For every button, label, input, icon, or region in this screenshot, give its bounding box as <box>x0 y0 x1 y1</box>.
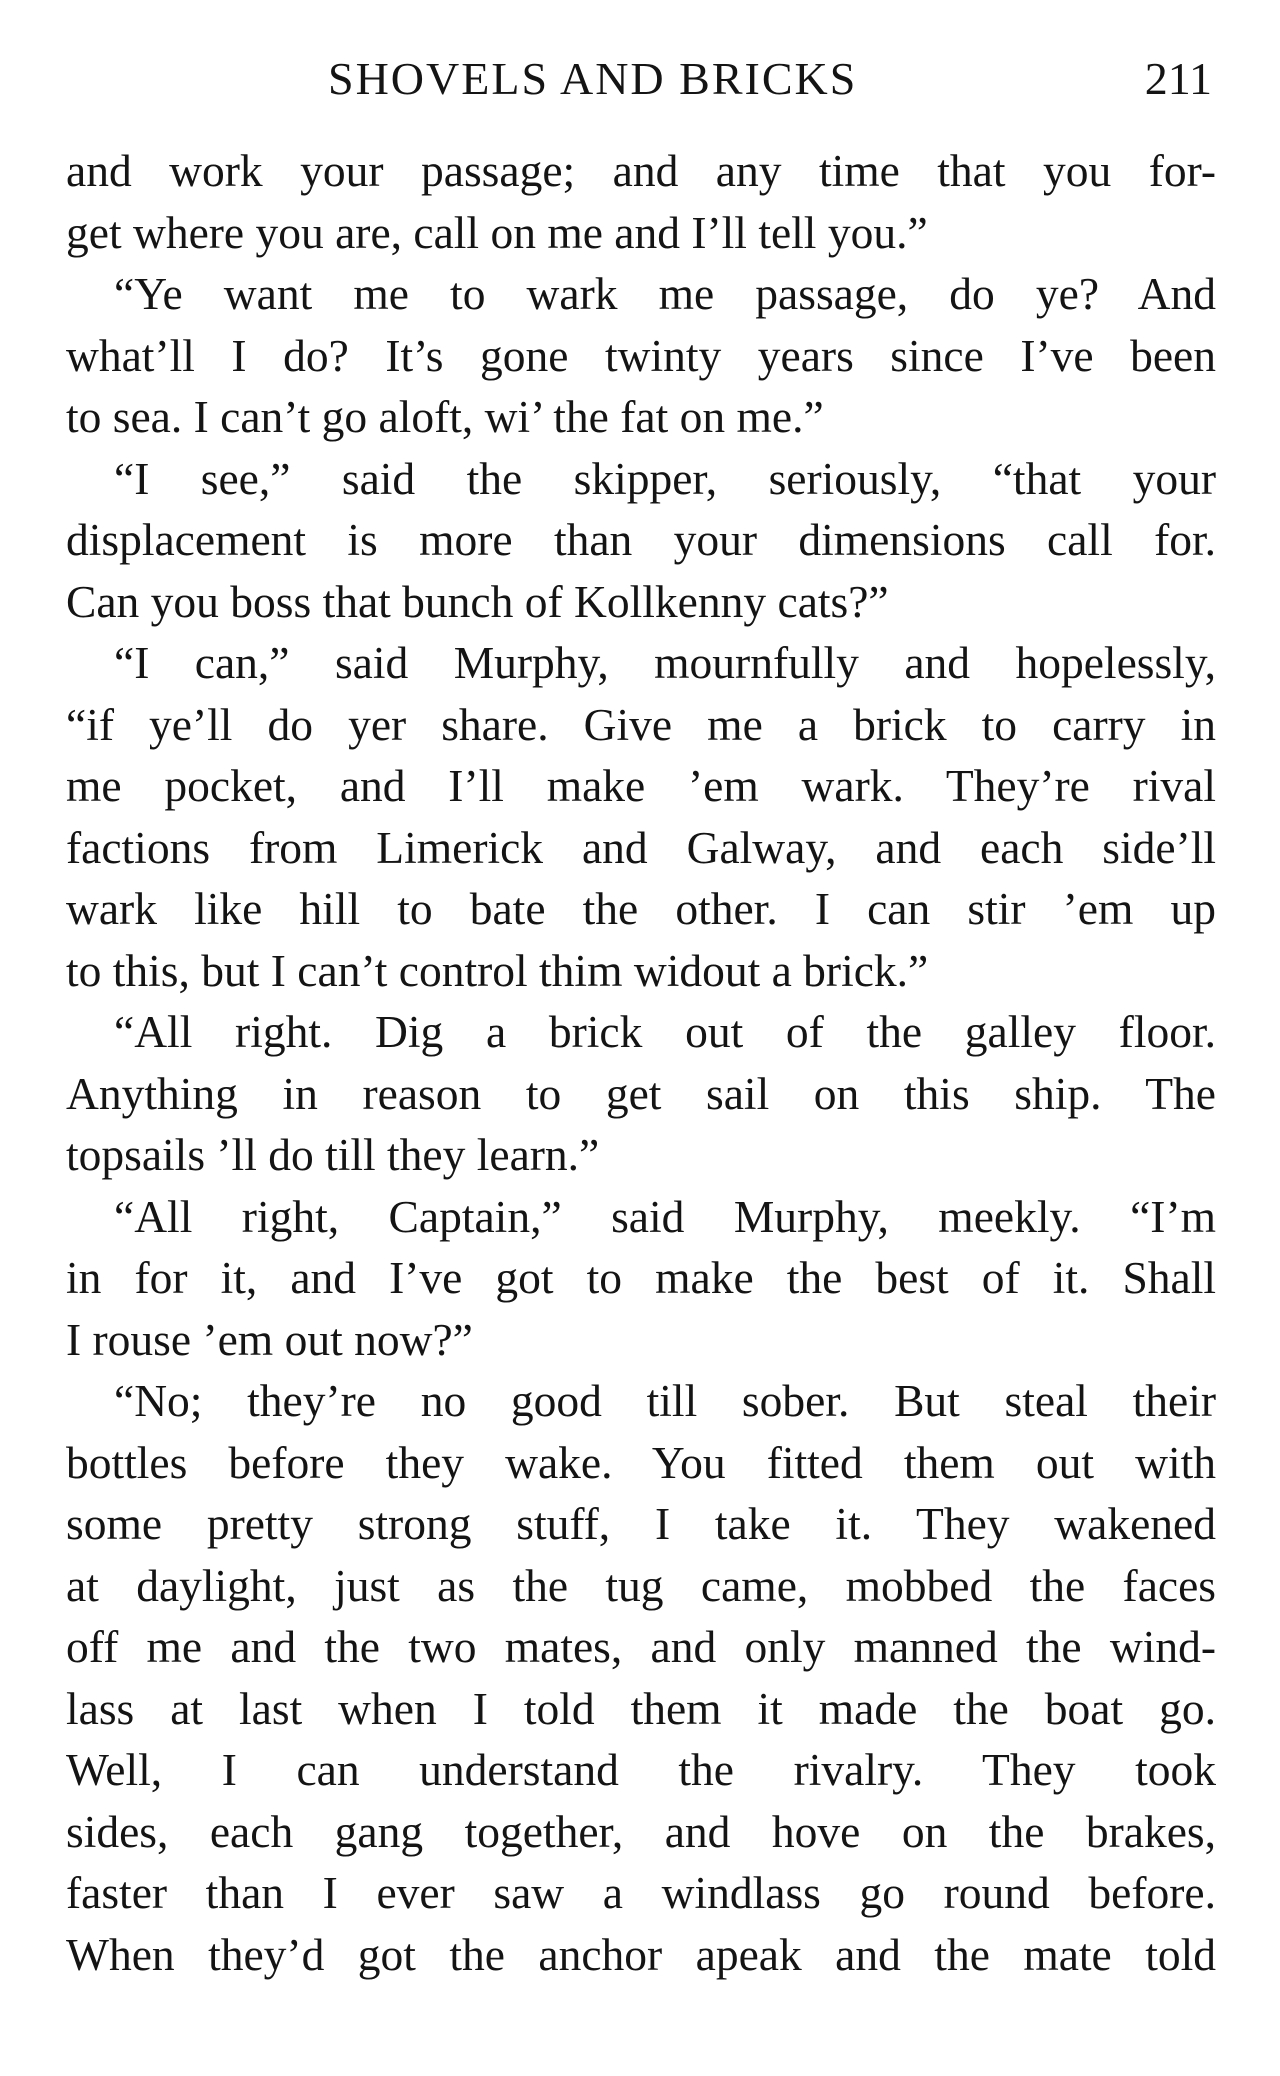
text-line: “I see,” said the skipper, seriously, “that your <box>114 452 1216 504</box>
text-line: Can you boss that bunch of Kollkenny cats?” <box>66 575 889 627</box>
running-title: SHOVELS AND BRICKS <box>328 53 858 104</box>
page-number: 211 <box>1144 53 1212 104</box>
text-line: at daylight, just as the tug came, mobbed the faces <box>66 1559 1216 1611</box>
page-header <box>66 44 1216 114</box>
text-line: I rouse ’em out now?” <box>66 1313 473 1365</box>
text-line: displacement is more than your dimensions call for. <box>66 514 1216 565</box>
text-line: in for it, and I’ve got to make the best of it. Shall <box>66 1252 1216 1303</box>
text-line: topsails ’ll do till they learn.” <box>66 1129 600 1180</box>
text-line: “All right, Captain,” said Murphy, meekly. “I’m <box>114 1190 1216 1242</box>
text-line: “I can,” said Murphy, mournfully and hopelessly, <box>114 637 1216 688</box>
book-page <box>66 44 1216 1985</box>
text-line: faster than I ever saw a windlass go round before. <box>66 1867 1216 1918</box>
text-line: and work your passage; and any time that you for- <box>66 145 1216 196</box>
text-line: “No; they’re no good till sober. But steal their <box>114 1375 1216 1426</box>
text-line: Anything in reason to get sail on this ship. The <box>66 1067 1216 1119</box>
text-line: to sea. I can’t go aloft, wi’ the fat on me.” <box>66 391 824 442</box>
text-line: get where you are, call on me and I’ll tell you.” <box>66 206 928 258</box>
text-line: me pocket, and I’ll make ’em wark. They’re rival <box>66 760 1216 811</box>
text-line: “if ye’ll do yer share. Give me a brick to carry in <box>66 698 1216 750</box>
text-line: lass at last when I told them it made the boat go. <box>66 1682 1216 1734</box>
text-line: sides, each gang together, and hove on the brakes, <box>66 1805 1216 1857</box>
body-text <box>66 140 1216 1985</box>
text-line: bottles before they wake. You fitted them out with <box>66 1436 1216 1488</box>
text-line: to this, but I can’t control thim widout a brick.” <box>66 944 929 996</box>
text-line: off me and the two mates, and only manned the wind- <box>66 1621 1216 1672</box>
text-line: When they’d got the anchor apeak and the mate told <box>66 1928 1216 1980</box>
text-line: “All right. Dig a brick out of the galley floor. <box>114 1006 1216 1057</box>
text-line: wark like hill to bate the other. I can stir ’em up <box>66 883 1216 934</box>
text-line: what’ll I do? It’s gone twinty years since I’ve been <box>66 329 1216 381</box>
text-line: Well, I can understand the rivalry. They took <box>66 1744 1216 1795</box>
text-line: factions from Limerick and Galway, and each side’ll <box>66 821 1216 873</box>
text-line: some pretty strong stuff, I take it. They wakened <box>66 1498 1216 1549</box>
text-line: “Ye want me to wark me passage, do ye? And <box>114 268 1216 319</box>
